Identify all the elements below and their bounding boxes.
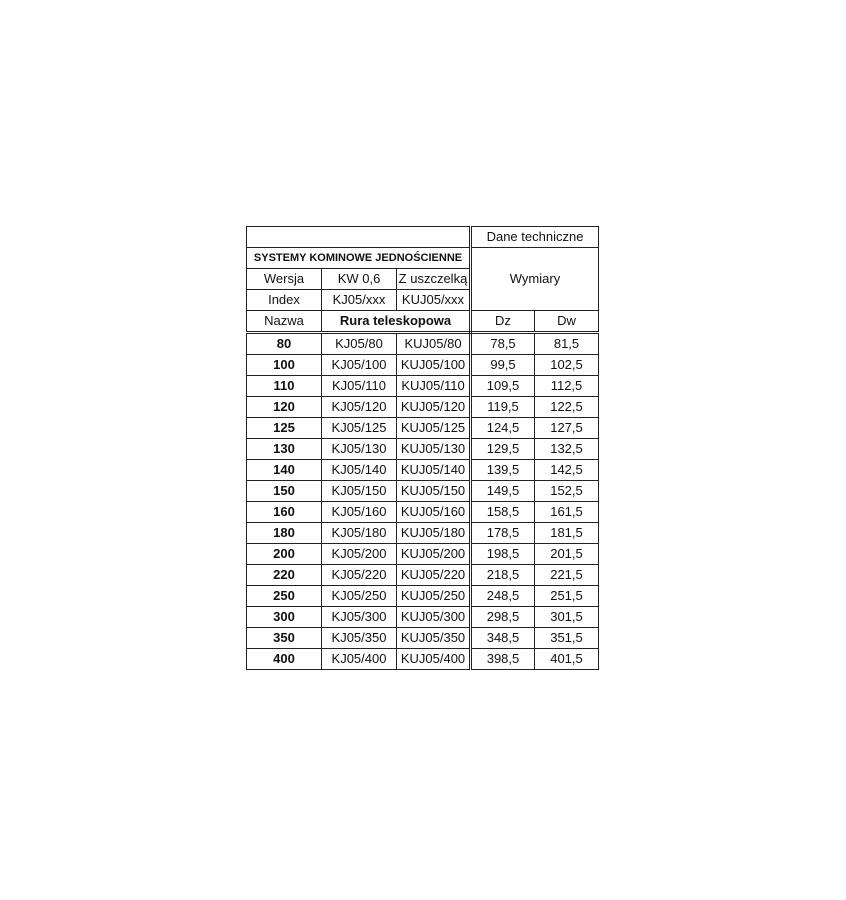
tech-data-header: Dane techniczne [471,227,599,248]
table-row [247,418,599,439]
header-row-system [247,248,599,269]
size-cell: 350 [247,628,322,649]
seal-label: Z uszczelką [397,269,471,290]
kj-code-cell: KJ05/180 [322,523,397,544]
dw-value-cell: 351,5 [535,628,599,649]
size-cell: 300 [247,607,322,628]
kw-label: KW 0,6 [322,269,397,290]
table-row [247,565,599,586]
kj-code-cell: KJ05/140 [322,460,397,481]
dz-value-cell: 248,5 [471,586,535,607]
dz-value-cell: 99,5 [471,355,535,376]
dw-value-cell: 81,5 [535,333,599,355]
kuj-code-cell: KUJ05/300 [397,607,471,628]
kuj-code-cell: KUJ05/100 [397,355,471,376]
dz-value-cell: 298,5 [471,607,535,628]
dw-value-cell: 201,5 [535,544,599,565]
kj-code-cell: KJ05/160 [322,502,397,523]
size-cell: 160 [247,502,322,523]
size-cell: 100 [247,355,322,376]
table-row [247,355,599,376]
dz-header: Dz [471,311,535,333]
dz-value-cell: 348,5 [471,628,535,649]
table-row [247,376,599,397]
size-cell: 400 [247,649,322,670]
kuj-code-cell: KUJ05/140 [397,460,471,481]
kuj-code-cell: KUJ05/130 [397,439,471,460]
kj-code-cell: KJ05/110 [322,376,397,397]
blank-header-cell [247,227,471,248]
dz-value-cell: 139,5 [471,460,535,481]
dw-value-cell: 152,5 [535,481,599,502]
kuj-code-cell: KUJ05/125 [397,418,471,439]
size-cell: 125 [247,418,322,439]
kuj-index: KUJ05/xxx [397,290,471,311]
size-cell: 200 [247,544,322,565]
table-row [247,460,599,481]
version-label: Wersja [247,269,322,290]
kj-code-cell: KJ05/200 [322,544,397,565]
header-row-top [247,227,599,248]
dw-value-cell: 132,5 [535,439,599,460]
system-title: SYSTEMY KOMINOWE JEDNOŚCIENNE [247,248,471,269]
dz-value-cell: 124,5 [471,418,535,439]
kj-code-cell: KJ05/130 [322,439,397,460]
table-row [247,397,599,418]
kj-code-cell: KJ05/100 [322,355,397,376]
index-label: Index [247,290,322,311]
kj-code-cell: KJ05/220 [322,565,397,586]
dw-value-cell: 112,5 [535,376,599,397]
dw-value-cell: 251,5 [535,586,599,607]
dw-value-cell: 102,5 [535,355,599,376]
table-row [247,628,599,649]
kj-code-cell: KJ05/250 [322,586,397,607]
size-cell: 180 [247,523,322,544]
dz-value-cell: 149,5 [471,481,535,502]
table-row [247,607,599,628]
dw-value-cell: 122,5 [535,397,599,418]
kj-code-cell: KJ05/120 [322,397,397,418]
table-row [247,523,599,544]
table-body [247,227,599,670]
dz-value-cell: 78,5 [471,333,535,355]
kj-code-cell: KJ05/150 [322,481,397,502]
kj-code-cell: KJ05/125 [322,418,397,439]
size-cell: 220 [247,565,322,586]
name-label: Nazwa [247,311,322,333]
dz-value-cell: 109,5 [471,376,535,397]
table-row [247,481,599,502]
table-row [247,544,599,565]
kuj-code-cell: KUJ05/180 [397,523,471,544]
dz-value-cell: 198,5 [471,544,535,565]
kj-code-cell: KJ05/80 [322,333,397,355]
size-cell: 130 [247,439,322,460]
dz-value-cell: 158,5 [471,502,535,523]
size-cell: 80 [247,333,322,355]
kuj-code-cell: KUJ05/220 [397,565,471,586]
table-row [247,502,599,523]
kuj-code-cell: KUJ05/120 [397,397,471,418]
telescopic-pipe-label: Rura teleskopowa [322,311,471,333]
table-row [247,333,599,355]
dw-value-cell: 221,5 [535,565,599,586]
size-cell: 250 [247,586,322,607]
dw-value-cell: 401,5 [535,649,599,670]
size-cell: 110 [247,376,322,397]
kuj-code-cell: KUJ05/200 [397,544,471,565]
size-cell: 150 [247,481,322,502]
kuj-code-cell: KUJ05/400 [397,649,471,670]
kuj-code-cell: KUJ05/150 [397,481,471,502]
kuj-code-cell: KUJ05/250 [397,586,471,607]
dimensions-header: Wymiary [471,248,599,311]
table-row [247,439,599,460]
kj-code-cell: KJ05/350 [322,628,397,649]
dz-value-cell: 398,5 [471,649,535,670]
dw-value-cell: 301,5 [535,607,599,628]
size-cell: 140 [247,460,322,481]
dw-value-cell: 161,5 [535,502,599,523]
dz-value-cell: 218,5 [471,565,535,586]
kj-index: KJ05/xxx [322,290,397,311]
table-row [247,649,599,670]
kuj-code-cell: KUJ05/160 [397,502,471,523]
dz-value-cell: 178,5 [471,523,535,544]
dw-header: Dw [535,311,599,333]
kj-code-cell: KJ05/400 [322,649,397,670]
dz-value-cell: 129,5 [471,439,535,460]
header-row-name [247,311,599,333]
chimney-spec-table [246,226,599,670]
dw-value-cell: 142,5 [535,460,599,481]
kuj-code-cell: KUJ05/350 [397,628,471,649]
kj-code-cell: KJ05/300 [322,607,397,628]
dw-value-cell: 127,5 [535,418,599,439]
dz-value-cell: 119,5 [471,397,535,418]
kuj-code-cell: KUJ05/80 [397,333,471,355]
kuj-code-cell: KUJ05/110 [397,376,471,397]
table-row [247,586,599,607]
dw-value-cell: 181,5 [535,523,599,544]
size-cell: 120 [247,397,322,418]
